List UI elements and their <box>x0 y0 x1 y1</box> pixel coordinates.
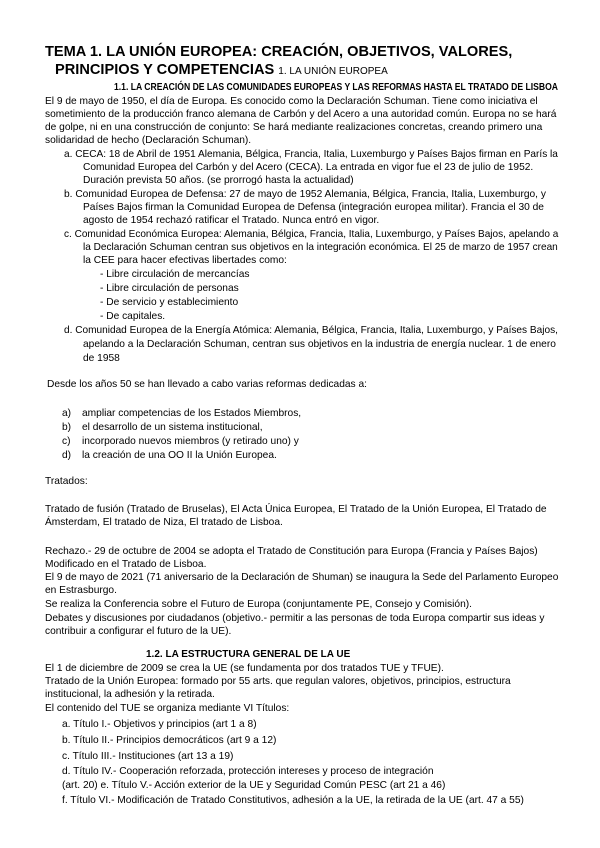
reform-item-letter: b) <box>62 422 72 433</box>
list-item-c-line: c. Comunidad Económica Europea: Alemania, Bélgica, Francia, Italia, Luxemburgo, y Países Bajos, apelando a <box>64 229 559 240</box>
section-1-1-heading: 1.1. LA CREACIÓN DE LAS COMUNIDADES EUROPEAS Y LAS REFORMAS HASTA EL TRATADO DE LISBOA <box>114 82 558 93</box>
structure-intro-line: El contenido del TUE se organiza mediante VI Títulos: <box>45 703 290 714</box>
freedom-list-item: - De capitales. <box>100 311 166 322</box>
reform-item-letter: d) <box>62 450 72 461</box>
list-item-d-line: d. Comunidad Europea de la Energía Atómica: Alemania, Bélgica, Francia, Italia, Luxemburgo, y Países Bajos, <box>64 325 558 336</box>
rechazo-line: Rechazo.- 29 de octubre de 2004 se adopta el Tratado de Constitución para Europa (Francia y Países Bajos) <box>45 546 538 557</box>
document-title-line-1: TEMA 1. LA UNIÓN EUROPEA: CREACIÓN, OBJETIVOS, VALORES, <box>45 44 513 60</box>
rechazo-line: El 9 de mayo de 2021 (71 aniversario de la Declaración de Shuman) se inaugura la Sede del Parlamento Europeo <box>45 572 559 583</box>
tratados-label: Tratados: <box>45 476 88 487</box>
reform-item-letter: c) <box>62 436 71 447</box>
list-item-a-line: Comunidad Europea del Carbón y del Acero (CECA). La entrada en vigor fue el 23 de julio de 1952. <box>83 162 534 173</box>
list-item-a-line: Duración prevista 50 años. (se prorrogó hasta la actualidad) <box>83 175 354 186</box>
list-item-b-line: b. Comunidad Europea de Defensa: 27 de mayo de 1952 Alemania, Bélgica, Francia, Italia, Luxemburgo, y <box>64 189 546 200</box>
intro-line: solidaridad de hecho (Declaración Schuman). <box>45 135 252 146</box>
titulo-item: (art. 20) e. Título V.- Acción exterior de la UE y Seguridad Común PESC (art 21 a 46) <box>62 780 446 791</box>
reform-item-text: ampliar competencias de los Estados Miembros, <box>82 408 302 419</box>
rechazo-line: en Estrasburgo. <box>45 585 117 596</box>
list-item-d-line: apelando a la Declaración Schuman, centran sus objetivos en la industria de energía nuclear. 1 de enero <box>83 339 556 350</box>
intro-line: El 9 de mayo de 1950, el día de Europa. Es conocido como la Declaración Schuman. Tiene como iniciativa el <box>45 96 538 107</box>
document-title-line-2 <box>55 62 388 80</box>
structure-intro-line: Tratado de la Unión Europea: formado por 55 arts. que regulan valores, objetivos, principios, estructura <box>45 676 511 687</box>
list-item-c-line: la CEE para hacer efectivas libertades como: <box>83 255 287 266</box>
section-1-2-heading: 1.2. LA ESTRUCTURA GENERAL DE LA UE <box>146 649 351 660</box>
reform-item-text: la creación de una OO II la Unión Europea. <box>82 450 277 461</box>
titulo-item: c. Título III.- Instituciones (art 13 a 19) <box>62 751 234 762</box>
list-item-b-line: agosto de 1954 rechazó ratificar el Tratado. Nunca entró en vigor. <box>83 215 380 226</box>
titulo-item: d. Título IV.- Cooperación reforzada, protección intereses y proceso de integración <box>62 766 434 777</box>
intro-line: sometimiento de la producción franco alemana de Carbón y del Acero a una autoridad común. Europa no se hará <box>45 109 557 120</box>
titulo-item: f. Título VI.- Modificación de Tratado Constitutivos, adhesión a la UE, la retirada de la UE (art. 47 a 55) <box>62 795 524 806</box>
reforms-intro: Desde los años 50 se han llevado a cabo varias reformas dedicadas a: <box>47 379 367 390</box>
list-item-d-line: de 1958 <box>83 353 120 364</box>
reform-item-text: incorporado nuevos miembros (y retirado uno) y <box>82 436 299 447</box>
freedom-list-item: - De servicio y establecimiento <box>100 297 239 308</box>
structure-intro-line: El 1 de diciembre de 2009 se crea la UE (se fundamenta por dos tratados TUE y TFUE). <box>45 663 444 674</box>
freedom-list-item: - Libre circulación de personas <box>100 283 239 294</box>
document-title-line-2-main: PRINCIPIOS Y COMPETENCIAS <box>55 62 275 78</box>
rechazo-line: Modificado en el Tratado de Lisboa. <box>45 559 207 570</box>
list-item-b-line: Países Bajos firman la Comunidad Europea de Defensa (integración europea militar). Francia el 30 de <box>83 202 544 213</box>
list-item-a-line: a. CECA: 18 de Abril de 1951 Alemania, Bélgica, Francia, Italia, Luxemburgo y Países Bajos firman en París la <box>64 149 558 160</box>
reform-item-letter: a) <box>62 408 72 419</box>
reform-item-text: el desarrollo de un sistema institucional, <box>82 422 263 433</box>
titulo-item: a. Título I.- Objetivos y principios (art 1 a 8) <box>62 719 257 730</box>
rechazo-line: contribuir a configurar el futuro de la UE). <box>45 626 232 637</box>
tratados-line: Ámsterdam, El tratado de Niza, El tratado de Lisboa. <box>45 517 283 528</box>
tratados-line: Tratado de fusión (Tratado de Bruselas), El Acta Única Europea, El Tratado de la Unión Europea, El Tratado de <box>45 504 547 515</box>
freedom-list-item: - Libre circulación de mercancías <box>100 269 250 280</box>
structure-intro-line: institucional, la adhesión y la retirada. <box>45 689 215 700</box>
document-title-line-2-sub: 1. LA UNIÓN EUROPEA <box>278 66 388 77</box>
rechazo-line: Se realiza la Conferencia sobre el Futuro de Europa (conjuntamente PE, Consejo y Comisión). <box>45 599 472 610</box>
rechazo-line: Debates y discusiones por ciudadanos (objetivo.- permitir a las personas de toda Europa compartir sus ideas y <box>45 613 545 624</box>
titulo-item: b. Título II.- Principios democráticos (art 9 a 12) <box>62 735 277 746</box>
list-item-c-line: la Declaración Schuman centran sus objetivos en la integración económica. El 25 de marzo de 1957 crean <box>83 242 558 253</box>
intro-line: de golpe, ni en una construcción de conjunto: Se hará mediante realizaciones concretas, creando primero una <box>45 122 543 133</box>
